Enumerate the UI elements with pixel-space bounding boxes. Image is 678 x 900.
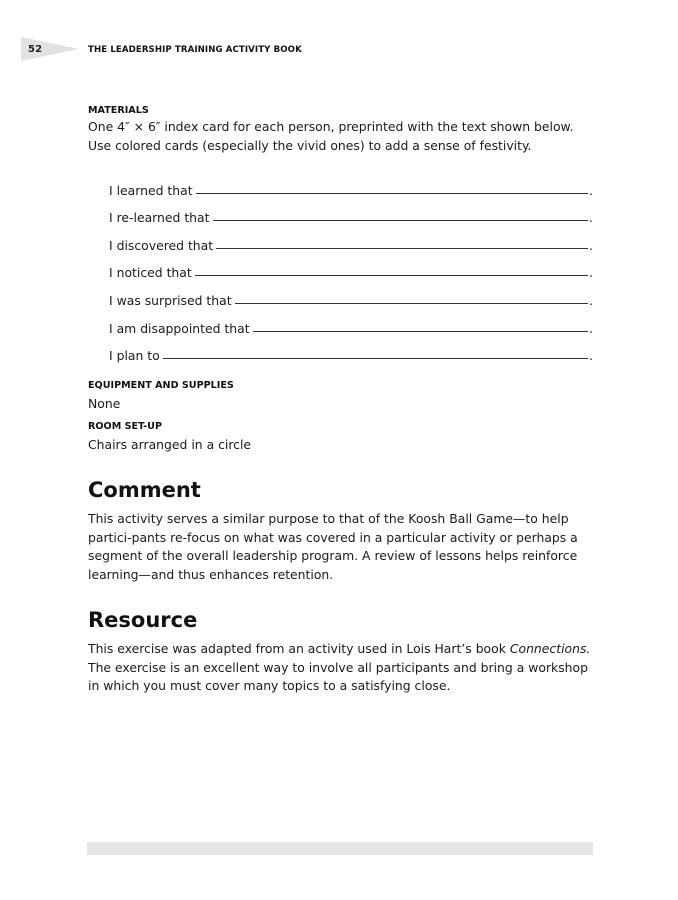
equipment-text: None — [88, 396, 121, 412]
comment-text: This activity serves a similar purpose to that of the Koosh Ball Game—to help partici-pants re-focus on what was covered in a particular activity or perhaps a segment of the overall leadership program. A review of lessons helps reinforce learning—and thus enhances retention. — [88, 511, 578, 582]
card-line — [109, 254, 593, 282]
line-period: . — [589, 265, 593, 281]
page-content — [88, 104, 593, 696]
room-setup-heading: ROOM SET-UP — [88, 420, 162, 432]
resource-text-after: The exercise is an excellent way to involve all participants and bring a workshop in which you must cover many topics to a satisfying close. — [88, 659, 588, 694]
room-setup-section — [88, 420, 593, 455]
card-line — [109, 281, 593, 309]
book-title: Connections. — [509, 641, 591, 657]
card-line-label: I discovered that — [109, 237, 214, 253]
materials-text: One 4″ × 6″ index card for each person, preprinted with the text shown below. Use colored cards (especially the vivid ones) to add a sense of festivity. — [88, 119, 574, 153]
line-period: . — [589, 237, 593, 253]
footer-bar — [87, 842, 593, 855]
card-line — [109, 309, 593, 337]
resource-heading: Resource — [88, 608, 198, 633]
equipment-heading: EQUIPMENT AND SUPPLIES — [88, 380, 234, 392]
materials-section — [88, 104, 593, 364]
room-setup-text: Chairs arranged in a circle — [88, 436, 252, 452]
fill-in-blank — [196, 192, 588, 194]
card-line — [109, 226, 593, 254]
resource-text-before: This exercise was adapted from an activity used in Lois Hart’s book — [88, 641, 510, 657]
card-line-label: I was surprised that — [109, 292, 232, 308]
line-period: . — [589, 292, 593, 308]
line-period: . — [589, 182, 593, 198]
fill-in-blank — [235, 302, 588, 304]
materials-heading: MATERIALS — [88, 105, 149, 116]
card-line-label: I learned that — [109, 182, 193, 198]
equipment-section — [88, 379, 593, 414]
card-line — [109, 337, 593, 365]
line-period: . — [589, 320, 593, 336]
resource-text — [88, 640, 593, 696]
running-head: THE LEADERSHIP TRAINING ACTIVITY BOOK — [88, 45, 302, 55]
resource-section — [88, 606, 593, 696]
card-line-label: I re-learned that — [109, 210, 210, 226]
card-line-label: I noticed that — [109, 265, 192, 281]
page-number: 52 — [28, 44, 43, 55]
comment-heading: Comment — [88, 478, 201, 503]
line-period: . — [589, 210, 593, 226]
card-line-label: I plan to — [109, 348, 160, 364]
fill-in-blank — [163, 357, 588, 359]
fill-in-blank — [195, 274, 588, 276]
line-period: . — [589, 348, 593, 364]
card-line-label: I am disappointed that — [109, 320, 250, 336]
fill-in-blank — [213, 219, 589, 221]
fill-in-blank — [253, 330, 588, 332]
card-line — [109, 199, 593, 227]
comment-section — [88, 476, 593, 584]
index-card-text — [109, 171, 593, 364]
fill-in-blank — [216, 247, 588, 249]
card-line — [109, 171, 593, 199]
